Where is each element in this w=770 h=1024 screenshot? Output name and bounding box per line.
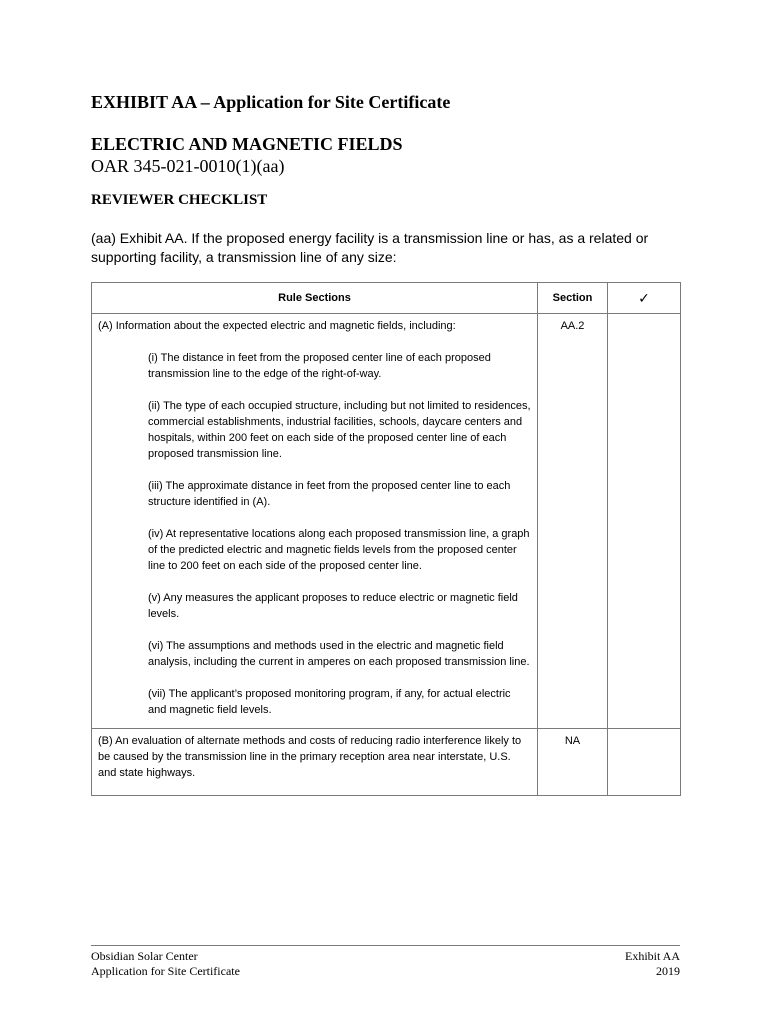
rule-main-text: (A) Information about the expected electric and magnetic fields, including: — [98, 320, 456, 332]
header-rule-sections: Rule Sections — [92, 283, 538, 314]
header-section: Section — [538, 283, 608, 314]
header-check: ✓ — [608, 283, 681, 314]
rule-subitem: (vi) The assumptions and methods used in the electric and magnetic field analysis, including the current in amperes on each proposed transmission line. — [148, 640, 530, 668]
table-header-row — [92, 283, 681, 314]
rule-reference: OAR 345-021-0010(1)(aa) — [91, 156, 285, 176]
footer-divider — [91, 945, 680, 946]
footer-year: 2019 — [656, 964, 680, 978]
footer-exhibit-label: Exhibit AA — [624, 949, 680, 963]
rule-subitem: (iii) The approximate distance in feet from the proposed center line to each structure identified in (A). — [148, 480, 511, 508]
rule-main-text: (B) An evaluation of alternate methods and costs of reducing radio interference likely to be caused by the transmission line in the primary reception area near interstate, U.S. and state highways. — [98, 735, 522, 779]
rule-subitem: (vii) The applicant’s proposed monitoring program, if any, for actual electric and magnetic field levels. — [148, 688, 511, 716]
exhibit-title: EXHIBIT AA – Application for Site Certificate — [91, 92, 451, 112]
rule-cell — [92, 314, 538, 729]
footer-project-name: Obsidian Solar Center — [91, 949, 198, 963]
rule-subitem: (iv) At representative locations along each proposed transmission line, a graph of the predicted electric and magnetic fields levels from the proposed center line to 200 feet on each side of the proposed center line. — [148, 528, 530, 572]
section-heading: ELECTRIC AND MAGNETIC FIELDS — [91, 134, 403, 154]
check-cell — [608, 729, 681, 796]
rule-cell — [92, 729, 538, 796]
heading-block — [91, 133, 403, 177]
footer-right — [625, 949, 680, 979]
rule-subitem: (i) The distance in feet from the proposed center line of each proposed transmission line to the edge of the right-of-way. — [148, 352, 491, 380]
reviewer-checklist-table — [91, 282, 681, 796]
intro-paragraph: (aa) Exhibit AA. If the proposed energy facility is a transmission line or has, as a related or supporting facility, a transmission line of any size: — [91, 230, 649, 265]
table-row — [92, 314, 681, 729]
check-cell — [608, 314, 681, 729]
checklist-title: REVIEWER CHECKLIST — [91, 192, 268, 208]
footer-document-name: Application for Site Certificate — [91, 964, 240, 978]
table-row — [92, 729, 681, 796]
rule-subitem: (ii) The type of each occupied structure, including but not limited to residences, commercial establishments, industrial facilities, schools, daycare centers and hospitals, within 200 feet on each side of the proposed center line of each proposed transmission line. — [148, 400, 531, 460]
footer-left — [91, 949, 240, 979]
section-cell: AA.2 — [538, 314, 608, 729]
rule-subitem: (v) Any measures the applicant proposes to reduce electric or magnetic field levels. — [148, 592, 518, 620]
section-cell: NA — [538, 729, 608, 796]
